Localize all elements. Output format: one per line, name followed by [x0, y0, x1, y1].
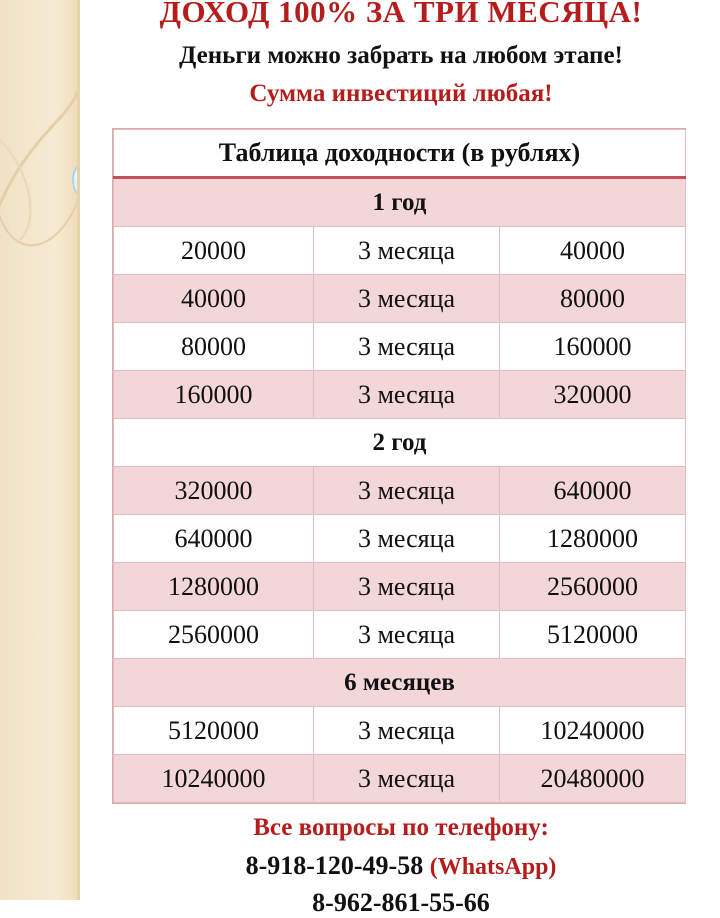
result-cell: 10240000 [500, 707, 686, 755]
period-cell: 3 месяца [314, 227, 500, 275]
amount-cell: 80000 [114, 323, 314, 371]
investment-note: Сумма инвестиций любая! [249, 80, 553, 107]
phone-number-2[interactable]: 8-962-861-55-66 [312, 888, 490, 917]
table-title-row [114, 130, 686, 178]
decorative-side-strip [0, 0, 80, 900]
table-title: Таблица доходности (в рублях) [114, 130, 686, 178]
result-cell: 320000 [500, 371, 686, 419]
amount-cell: 5120000 [114, 707, 314, 755]
amount-cell: 10240000 [114, 755, 314, 803]
result-cell: 1280000 [500, 515, 686, 563]
result-cell: 640000 [500, 467, 686, 515]
table-row [114, 371, 686, 419]
section-label: 1 год [114, 178, 686, 227]
result-cell: 40000 [500, 227, 686, 275]
section-header-row [114, 178, 686, 227]
table-row [114, 275, 686, 323]
page-subtitle: Деньги можно забрать на любом этапе! [179, 42, 623, 69]
period-cell: 3 месяца [314, 563, 500, 611]
whatsapp-note: (WhatsApp) [429, 854, 557, 880]
result-cell: 160000 [500, 323, 686, 371]
amount-cell: 320000 [114, 467, 314, 515]
period-cell: 3 месяца [314, 467, 500, 515]
section-header-row [114, 659, 686, 707]
table-row [114, 227, 686, 275]
period-cell: 3 месяца [314, 611, 500, 659]
amount-cell: 2560000 [114, 611, 314, 659]
yield-table [112, 128, 686, 804]
contact-heading: Все вопросы по телефону: [253, 814, 549, 841]
period-cell: 3 месяца [314, 755, 500, 803]
amount-cell: 640000 [114, 515, 314, 563]
result-cell: 20480000 [500, 755, 686, 803]
amount-cell: 1280000 [114, 563, 314, 611]
period-cell: 3 месяца [314, 515, 500, 563]
table-row [114, 515, 686, 563]
amount-cell: 160000 [114, 371, 314, 419]
table-row [114, 611, 686, 659]
phone-line-1 [86, 851, 716, 881]
period-cell: 3 месяца [314, 275, 500, 323]
table-row [114, 467, 686, 515]
table-row [114, 707, 686, 755]
section-header-row [114, 419, 686, 467]
period-cell: 3 месяца [314, 323, 500, 371]
table-row [114, 563, 686, 611]
amount-cell: 40000 [114, 275, 314, 323]
result-cell: 80000 [500, 275, 686, 323]
result-cell: 2560000 [500, 563, 686, 611]
section-label: 2 год [114, 419, 686, 467]
amount-cell: 20000 [114, 227, 314, 275]
period-cell: 3 месяца [314, 707, 500, 755]
table-row [114, 323, 686, 371]
phone-number-whatsapp[interactable]: 8-918-120-49-58 [245, 851, 424, 880]
section-label: 6 месяцев [114, 659, 686, 707]
table-row [114, 755, 686, 803]
result-cell: 5120000 [500, 611, 686, 659]
page-title: ДОХОД 100% ЗА ТРИ МЕСЯЦА! [159, 0, 643, 29]
period-cell: 3 месяца [314, 371, 500, 419]
swirl-ornament-icon [0, 80, 80, 300]
